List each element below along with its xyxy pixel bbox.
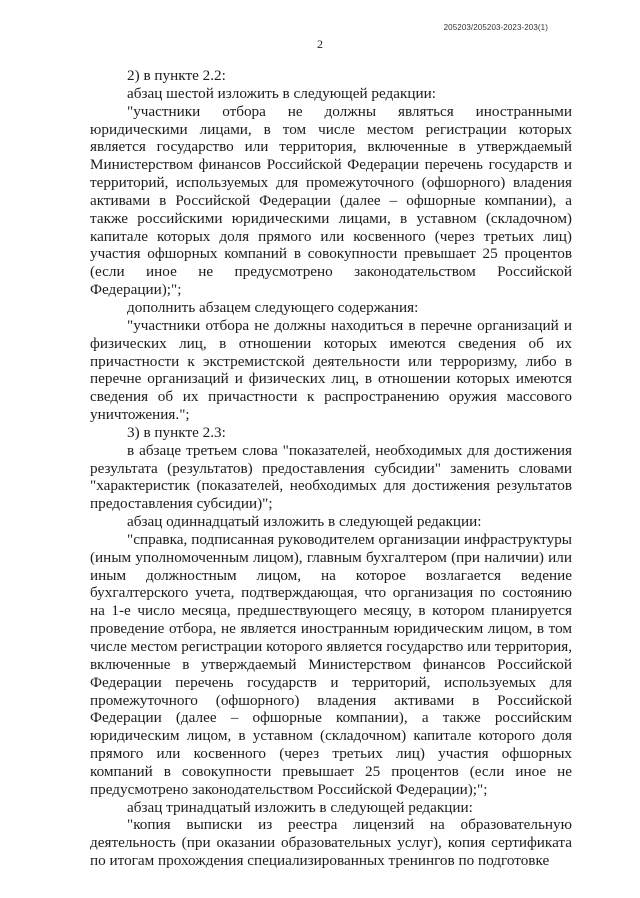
document-body [90, 67, 572, 870]
paragraph-instruction: абзац шестой изложить в следующей редакции: [127, 84, 436, 102]
paragraph-quote: "справка, подписанная руководителем организации инфраструктуры (иным уполномоченным лицом), главным бухгалтером (при наличии) или иным должностным лицом, на которое возлагается ведение бухгалтерского учета, подтверждающая, что организация по состоянию на 1-е число месяца, предшествующего месяцу, в котором планируется проведение отбора, не является иностранным юридическим лицом, в том числе местом регистрации которого является государство или территория, включенные в утверждаемый Министерством финансов Российской Федерации перечень государств и территорий, используемых для промежуточного (офшорного) владения активами в Российской Федерации (далее – офшорные компании), а также российским юридическим лицом, в уставном (складочном) капитале которого доля прямого или косвенного (через третьих лиц) участия офшорных компаний в совокупности превышает 25 процентов (если иное не предусмотрено законодательством Российской Федерации);"; [90, 530, 572, 798]
document-code: 205203/205203-2023-203(1) [443, 23, 548, 32]
paragraph-instruction: абзац одиннадцатый изложить в следующей редакции: [127, 513, 482, 531]
paragraph-instruction: в абзаце третьем слова "показателей, необходимых для достижения результата (результатов) предоставления субсидии" заменить словами "характеристик (показателей, необходимых для достижения результатов предоставления субсидии)"; [90, 441, 572, 513]
paragraph-quote: "копия выписки из реестра лицензий на образовательную деятельность (при оказании образовательных услуг), копия сертификата по итогам прохождения специализированных тренингов по подготовке [90, 816, 572, 870]
page-number: 2 [317, 37, 323, 51]
paragraph-item-3: 3) в пункте 2.3: [127, 423, 226, 441]
paragraph-instruction: абзац тринадцатый изложить в следующей редакции: [127, 798, 473, 816]
paragraph-quote: "участники отбора не должны являться иностранными юридическими лицами, в том числе местом регистрации которых является государство или территория, включенные в утверждаемый Министерством финансов Российской Федерации перечень государств и территорий, используемых для промежуточного (офшорного) владения активами в Российской Федерации (далее – офшорные компании), а также российскими юридическими лицами, в уставном (складочном) капитале которых доля прямого или косвенного (через третьих лиц) участия офшорных компаний в совокупности превышает 25 процентов (если иное не предусмотрено законодательством Российской Федерации);"; [90, 102, 572, 299]
paragraph-quote: "участники отбора не должны находиться в перечне организаций и физических лиц, в отношении которых имеются сведения об их причастности к экстремистской деятельности или терроризму, либо в перечне организаций и физических лиц, в отношении которых имеются сведения об их причастности к распространению оружия массового уничтожения."; [90, 316, 572, 424]
paragraph-item-2: 2) в пункте 2.2: [127, 67, 226, 84]
paragraph-instruction: дополнить абзацем следующего содержания: [127, 298, 419, 316]
